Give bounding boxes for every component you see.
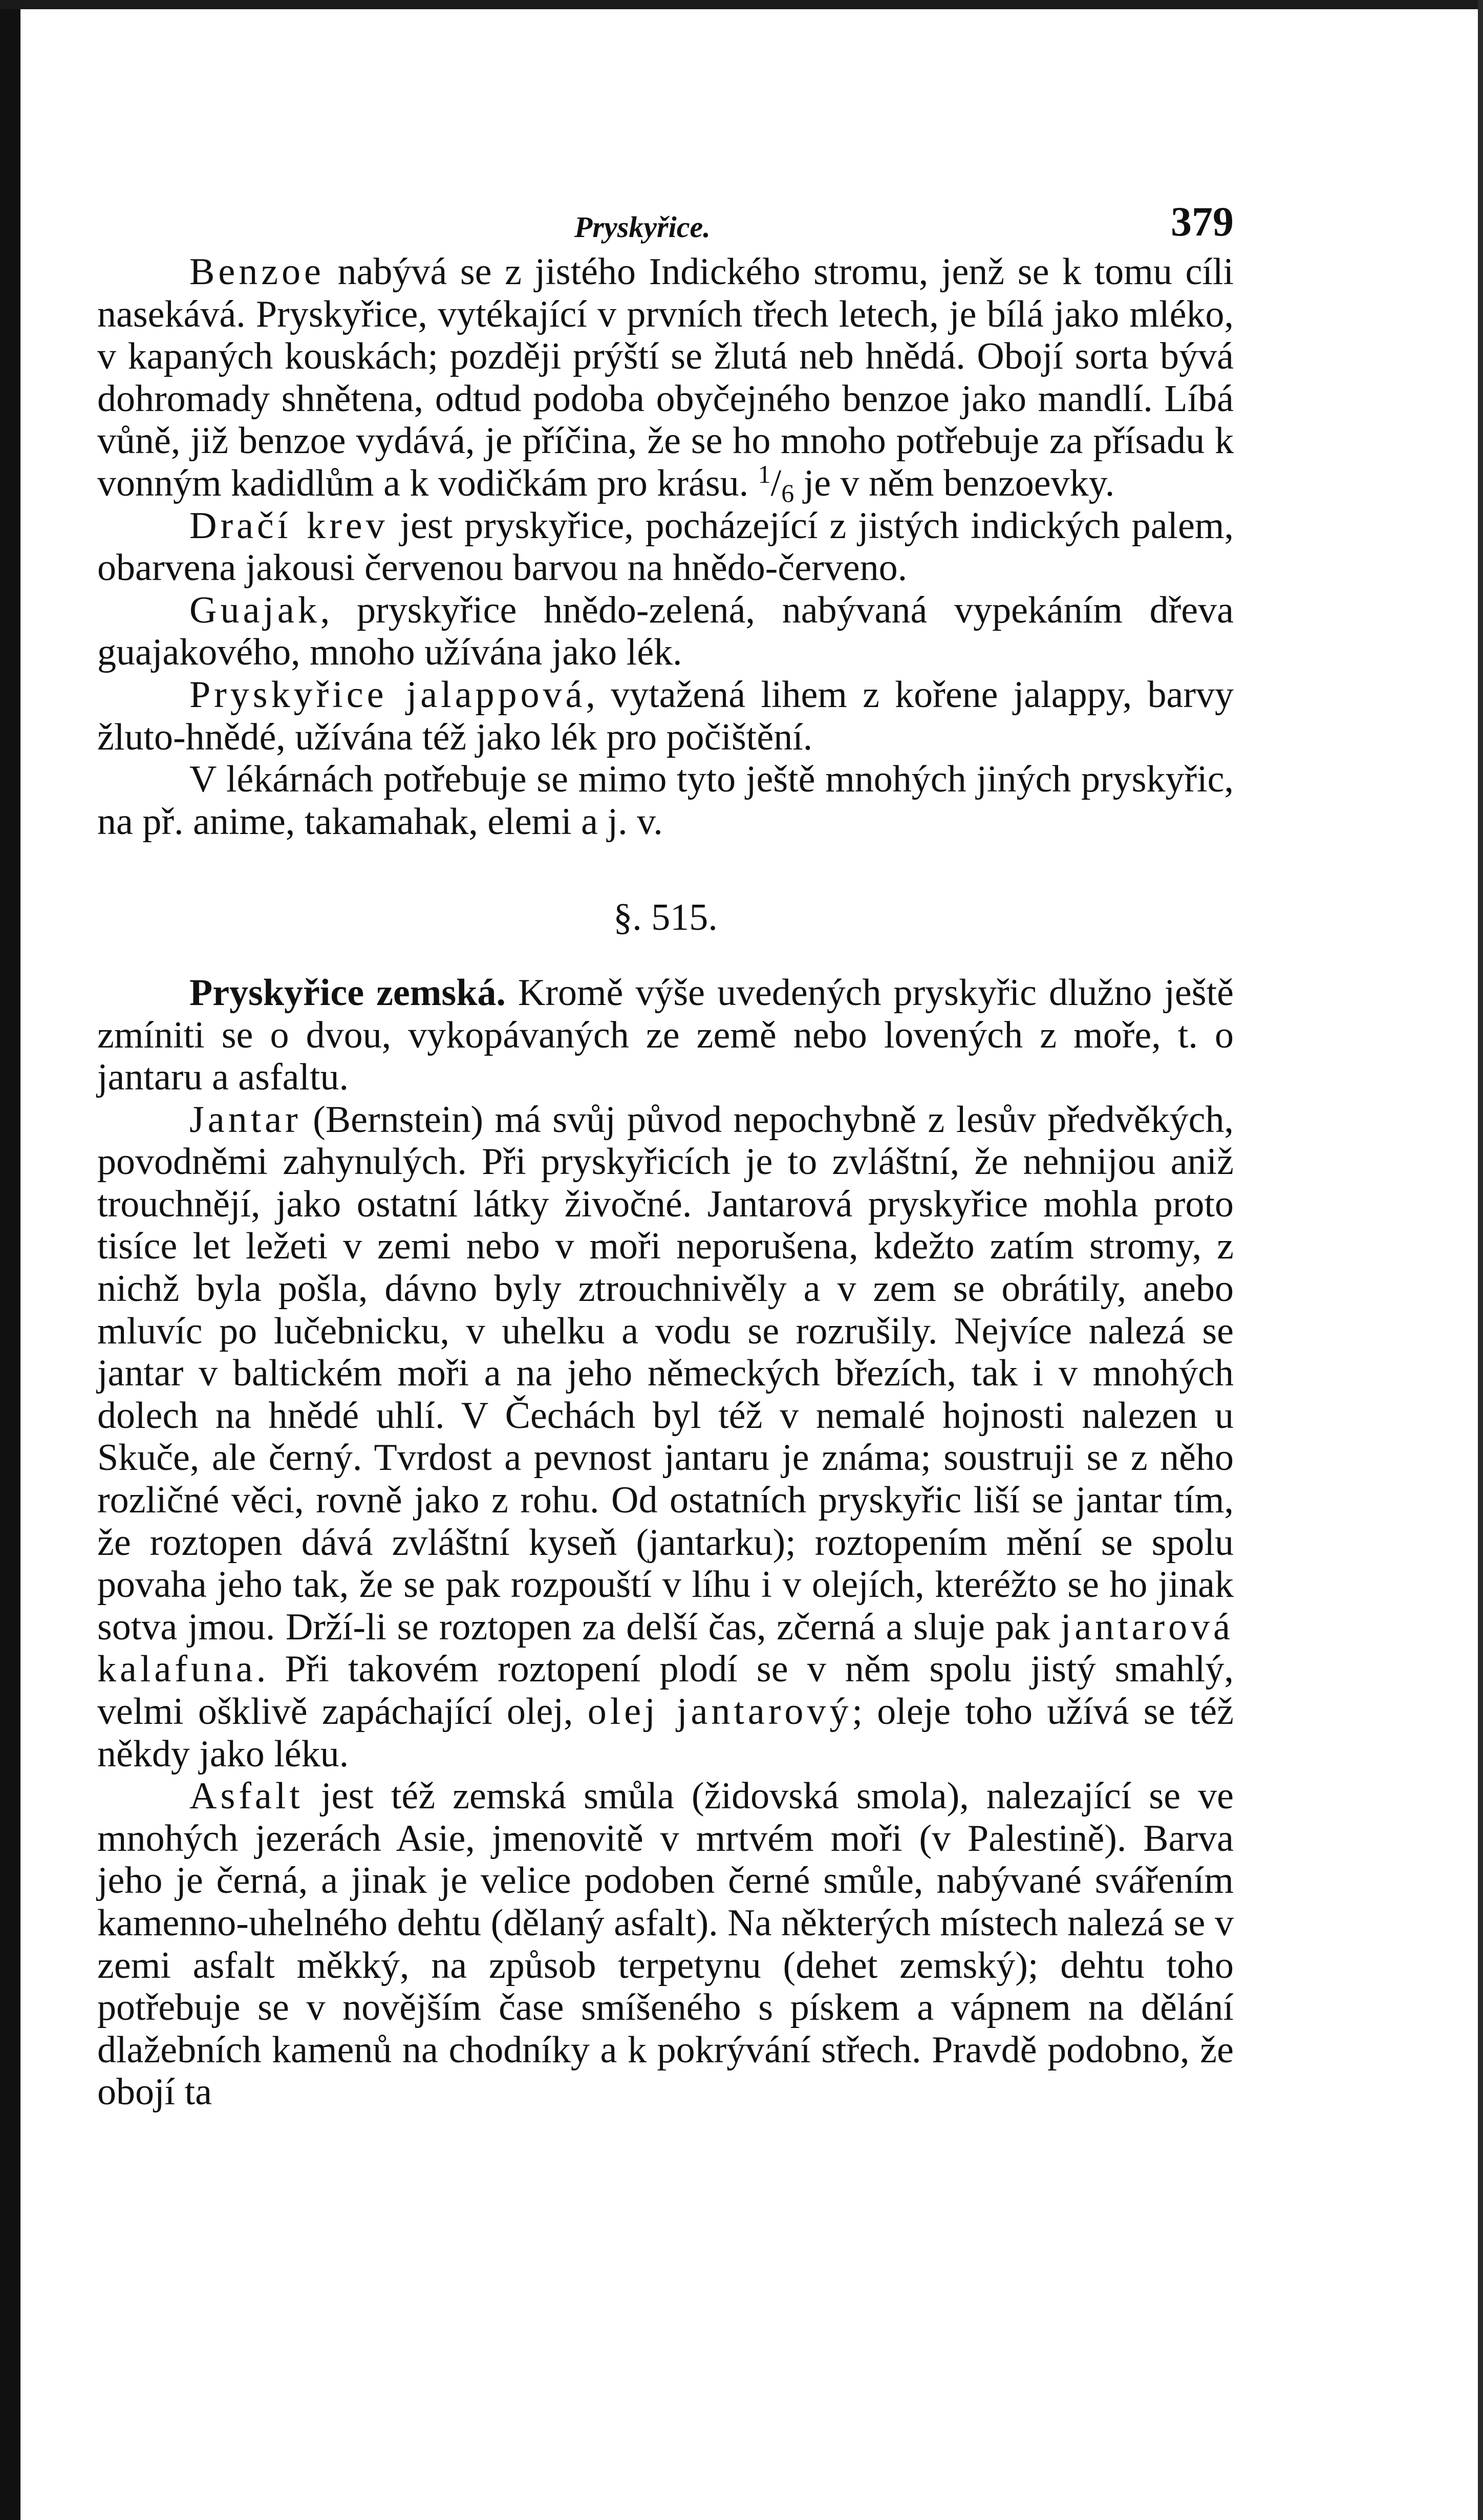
paragraph-lekarny — [97, 758, 1234, 843]
term-jantar: Jantar — [189, 1098, 302, 1141]
fraction-numerator: 1 — [758, 459, 771, 488]
term-benzoe: Benzoe — [189, 251, 325, 293]
term-olej-jantarovy: olej jantarový — [587, 1691, 852, 1733]
scan-left-edge — [0, 0, 20, 2520]
paragraph-text: , pryskyřice hnědo-zelená, nabývaná vypekáním dřeva guajakového, mnoho užívána jako lék. — [97, 589, 1234, 674]
paragraph-text: nabývá se z jistého Indického stromu, jenž se k tomu cíli nasekává. Pryskyřice, vytékající v prvních třech letech, je bílá jako mléko, v kapaných kouskách; později prýští se žlutá neb hnědá. Obojí sorta bývá dohromady shnětena, odtud podoba obyčejného benzoe jako mandlí. Líbá vůně, již benzoe vydává, je příčina, že se ho mnoho potřebuje za přísadu k vonným kadidlům a k vodičkám pro krásu. — [97, 251, 1234, 504]
paragraph-text: ; oleje toho užívá se též někdy jako léku. — [97, 1691, 1234, 1775]
paragraph-draci-krev — [97, 505, 1234, 589]
section-heading: Pryskyřice zemská. — [189, 971, 506, 1014]
paragraph-text: jest pryskyřice, pocházející z jistých indických palem, obarvena jakousi červenou barvou na hnědo-červeno. — [97, 504, 1234, 589]
paragraph-zemska — [97, 972, 1234, 1099]
paragraph-text: jest též zemská smůla (židovská smola), nalezající se ve mnohých jezerách Asie, jmenovitě v mrtvém moři (v Palestině). Barva jeho je černá, a jinak je velice podoben černé smůle, nabývané svářením kamenno-uhelného dehtu (dělaný asfalt). Na některých místech nalezá se v zemi asfalt měkký, na způsob terpetynu (dehet zemský); dehtu toho potřebuje se v novějším čase smíšeného s pískem a vápnem na dělání dlažebních kamenů na chodníky a k pokrývání střech. Pravdě podobno, že obojí ta — [97, 1775, 1234, 2113]
paragraph-jantar — [97, 1099, 1234, 1776]
paragraph-text: . Při takovém roztopení plodí se v něm spolu jistý smahlý, velmi ošklivě zapáchající olej, — [97, 1648, 1234, 1733]
section-number: §. 515. — [613, 896, 718, 939]
paragraph-asfalt — [97, 1775, 1234, 2113]
page-header — [97, 189, 1234, 251]
page-number: 379 — [1171, 198, 1234, 245]
paragraph-guajak — [97, 589, 1234, 674]
term-guajak: Guajak — [189, 589, 320, 631]
book-page — [97, 189, 1234, 2113]
term-jalappova: Pryskyřice jalappová — [189, 673, 586, 716]
scan-top-edge — [0, 0, 1483, 9]
scan-right-edge — [1478, 0, 1483, 2520]
paragraph-text: Kromě výše uvedených pryskyřic dlužno ještě zmíniti se o dvou, vykopávaných ze země nebo lovených z moře, t. o jantaru a asfaltu. — [97, 971, 1234, 1099]
running-title: Pryskyřice. — [574, 210, 711, 244]
fraction: $^1/_6$ — [758, 459, 794, 507]
paragraph-benzoe — [97, 251, 1234, 505]
paragraph-text: V lékárnách potřebuje se mimo tyto ještě mnohých jiných pryskyřic, na př. anime, takamahak, elemi a j. v. — [97, 758, 1234, 843]
paragraph-jalappova — [97, 674, 1234, 758]
paragraph-text-tail: je v něm benzoevky. — [794, 462, 1115, 504]
term-jantarova-kalafuna: jantarová kalafuna — [97, 1606, 1234, 1691]
paragraph-text: , vytažená lihem z kořene jalappy, barvy žluto-hnědé, užívána též jako lék pro počištění. — [97, 673, 1234, 758]
paragraph-text: (Bernstein) má svůj původ nepochybně z lesův předvěkých, povodněmi zahynulých. Při pryskyřicích je to zvláštní, že nehnijou aniž trouchnějí, jako ostatní látky živočné. Jantarová pryskyřice mohla proto tisíce let ležeti v zemi nebo v moři neporušena, kdežto zatím stromy, z nichž byla pošla, dávno byly ztrouchnivěly a v zem se obrátily, anebo mluvíc po lučebnicku, v uhelku a vodu se rozrušily. Nejvíce nalezá se jantar v baltickém moři a na jeho německých březích, tak i v mnohých dolech na hnědé uhlí. V Čechách byl též v nemalé hojnosti nalezen u Skuče, ale černý. Tvrdost a pevnost jantaru je známa; soustruji se z něho rozličné věci, rovně jako z rohu. Od ostatních pryskyřic liší se jantar tím, že roztopen dává zvláštní kyseň (jantarku); roztopením mění se spolu povaha jeho tak, že se pak rozpouští v líhu i v olejích, kteréžto se ho jinak sotva jmou. Drží-li se roztopen za delší čas, zčerná a sluje pak — [97, 1098, 1234, 1648]
term-draci-krev: Dračí krev — [189, 504, 389, 547]
fraction-denominator: 6 — [781, 478, 794, 507]
term-asfalt: Asfalt — [189, 1775, 304, 1818]
